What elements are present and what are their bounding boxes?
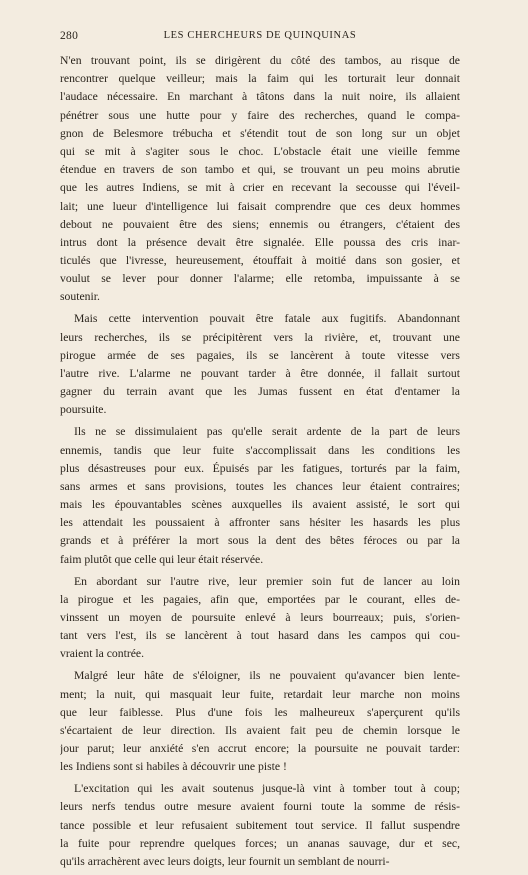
text-line: tant vers l'est, ils se lancèrent à tout hasard dans les campos qui cou- (60, 629, 460, 643)
text-line: gnon de Belesmore trébucha et s'étendit tout de son long sur un objet (60, 126, 460, 140)
text-line: que les autres Indiens, se mit à crier en recevant la secousse qui l'éveil- (60, 181, 460, 195)
text-line: grands et à préférer la mort sous la dent des bêtes féroces ou par la (60, 534, 460, 548)
text-line: l'autre rive. L'alarme ne pouvant tarder à être donnée, il fallait surtout (60, 366, 460, 380)
text-line: L'excitation qui les avait soutenus jusque-là vint à tomber tout à coup; (74, 782, 460, 796)
text-line: pirogue armée de ses pagaies, ils se lancèrent à toute vitesse vers (60, 348, 460, 362)
text-line: jour parut; leur anxiété s'en accrut encore; la poursuite ne pouvait tarder: (60, 742, 460, 756)
page-header (60, 30, 460, 50)
body-text (60, 52, 460, 875)
text-line: vinssent un moyen de poursuite enlevé à leurs bourreaux; puis, s'orien- (60, 611, 460, 625)
text-line: plus désastreuses pour eux. Épuisés par les fatigues, torturés par la faim, (60, 461, 460, 475)
text-line: que leur faiblesse. Plus d'une fois les malheureux s'aperçurent qu'ils (60, 705, 460, 719)
text-line: étendue en travers de son tambo et qui, se trouvant un peu moins abrutie (60, 163, 460, 177)
text-line: qu'ils arrachèrent avec leurs doigts, leur fournit un semblant de nourri- (60, 855, 390, 869)
paragraph (60, 573, 460, 664)
text-line: pénétrer sous une hutte pour y faire des recherches, quand le compa- (60, 108, 460, 122)
text-line: poursuite. (60, 403, 107, 417)
paragraph (60, 310, 460, 419)
text-line: tance possible et leur refusaient subitement tout service. Il fallut suspendre (60, 818, 460, 832)
text-line: s'écartaient de leur direction. Ils avaient fait peu de chemin lorsque le (60, 723, 460, 737)
text-line: En abordant sur l'autre rive, leur premier soin fut de lancer au loin (74, 574, 460, 588)
text-line: leurs nerfs tendus outre mesure avaient fourni toute la somme de résis- (60, 800, 460, 814)
running-title: LES CHERCHEURS DE QUINQUINAS (163, 30, 357, 41)
text-line: intrus dont la présence devait être signalée. Elle poussa des cris inar- (60, 235, 460, 249)
text-line: leurs recherches, ils se précipitèrent vers la rivière, et, trouvant une (60, 330, 460, 344)
paragraph (60, 780, 460, 871)
text-line: Ils ne se dissimulaient pas qu'elle serait ardente de la part de leurs (74, 425, 460, 439)
text-line: les Indiens sont si habiles à découvrir une piste ! (60, 760, 287, 774)
text-line: gagner du terrain avant que les Jumas fussent en état d'entamer la (60, 385, 460, 399)
text-line: lait; une lueur d'intelligence lui faisait comprendre que ces deux hommes (60, 199, 460, 213)
paragraph (60, 667, 460, 776)
text-line: ennemis, tandis que leur fuite s'accomplissait dans les conditions les (60, 443, 460, 457)
text-line: faim plutôt que celle qui leur était réservée. (60, 552, 264, 566)
text-line: N'en trouvant point, ils se dirigèrent du côté des tambos, au risque de (60, 54, 460, 67)
text-line: les attendait les poussaient à affronter sans hésiter les hasards les plus (60, 516, 460, 530)
text-line: la pirogue et les pagaies, afin que, emportées par le courant, elles de- (60, 592, 460, 606)
text-line: rencontrer quelque veilleur; mais la faim qui les torturait leur donnait (60, 72, 460, 86)
text-line: mais les épouvantables scènes auxquelles ils avaient assisté, le sort qui (60, 498, 460, 512)
text-line: Mais cette intervention pouvait être fatale aux fugitifs. Abandonnant (74, 312, 460, 326)
text-line: vraient la contrée. (60, 647, 145, 661)
text-line: ment; la nuit, qui masquait leur fuite, retardait leur marche non moins (60, 687, 460, 701)
text-line: la fuite pour reprendre quelques forces; un ananas sauvage, dur et sec, (60, 836, 460, 850)
text-line: sans armes et sans provisions, toutes les chances leur étaient contraires; (60, 479, 460, 493)
text-line: l'audace nécessaire. En marchant à tâtons dans la nuit noire, ils allaient (60, 90, 460, 104)
text-line: qui se mit à s'agiter sous le choc. L'obstacle était une vieille femme (60, 144, 460, 158)
text-line: soutenir. (60, 290, 100, 304)
paragraph (60, 52, 460, 307)
page-number: 280 (60, 30, 79, 42)
text-line: debout ne pouvaient être des siens; ennemis ou étrangers, c'étaient des (60, 217, 460, 231)
paragraph (60, 423, 460, 569)
text-line: Malgré leur hâte de s'éloigner, ils ne pouvaient qu'avancer bien lente- (74, 669, 460, 683)
text-line: voulut se lever pour donner l'alarme; elle retomba, impuissante à se (60, 272, 460, 286)
text-line: ticulés que l'ivresse, heureusement, étouffait à moitié dans son gosier, et (60, 254, 460, 268)
